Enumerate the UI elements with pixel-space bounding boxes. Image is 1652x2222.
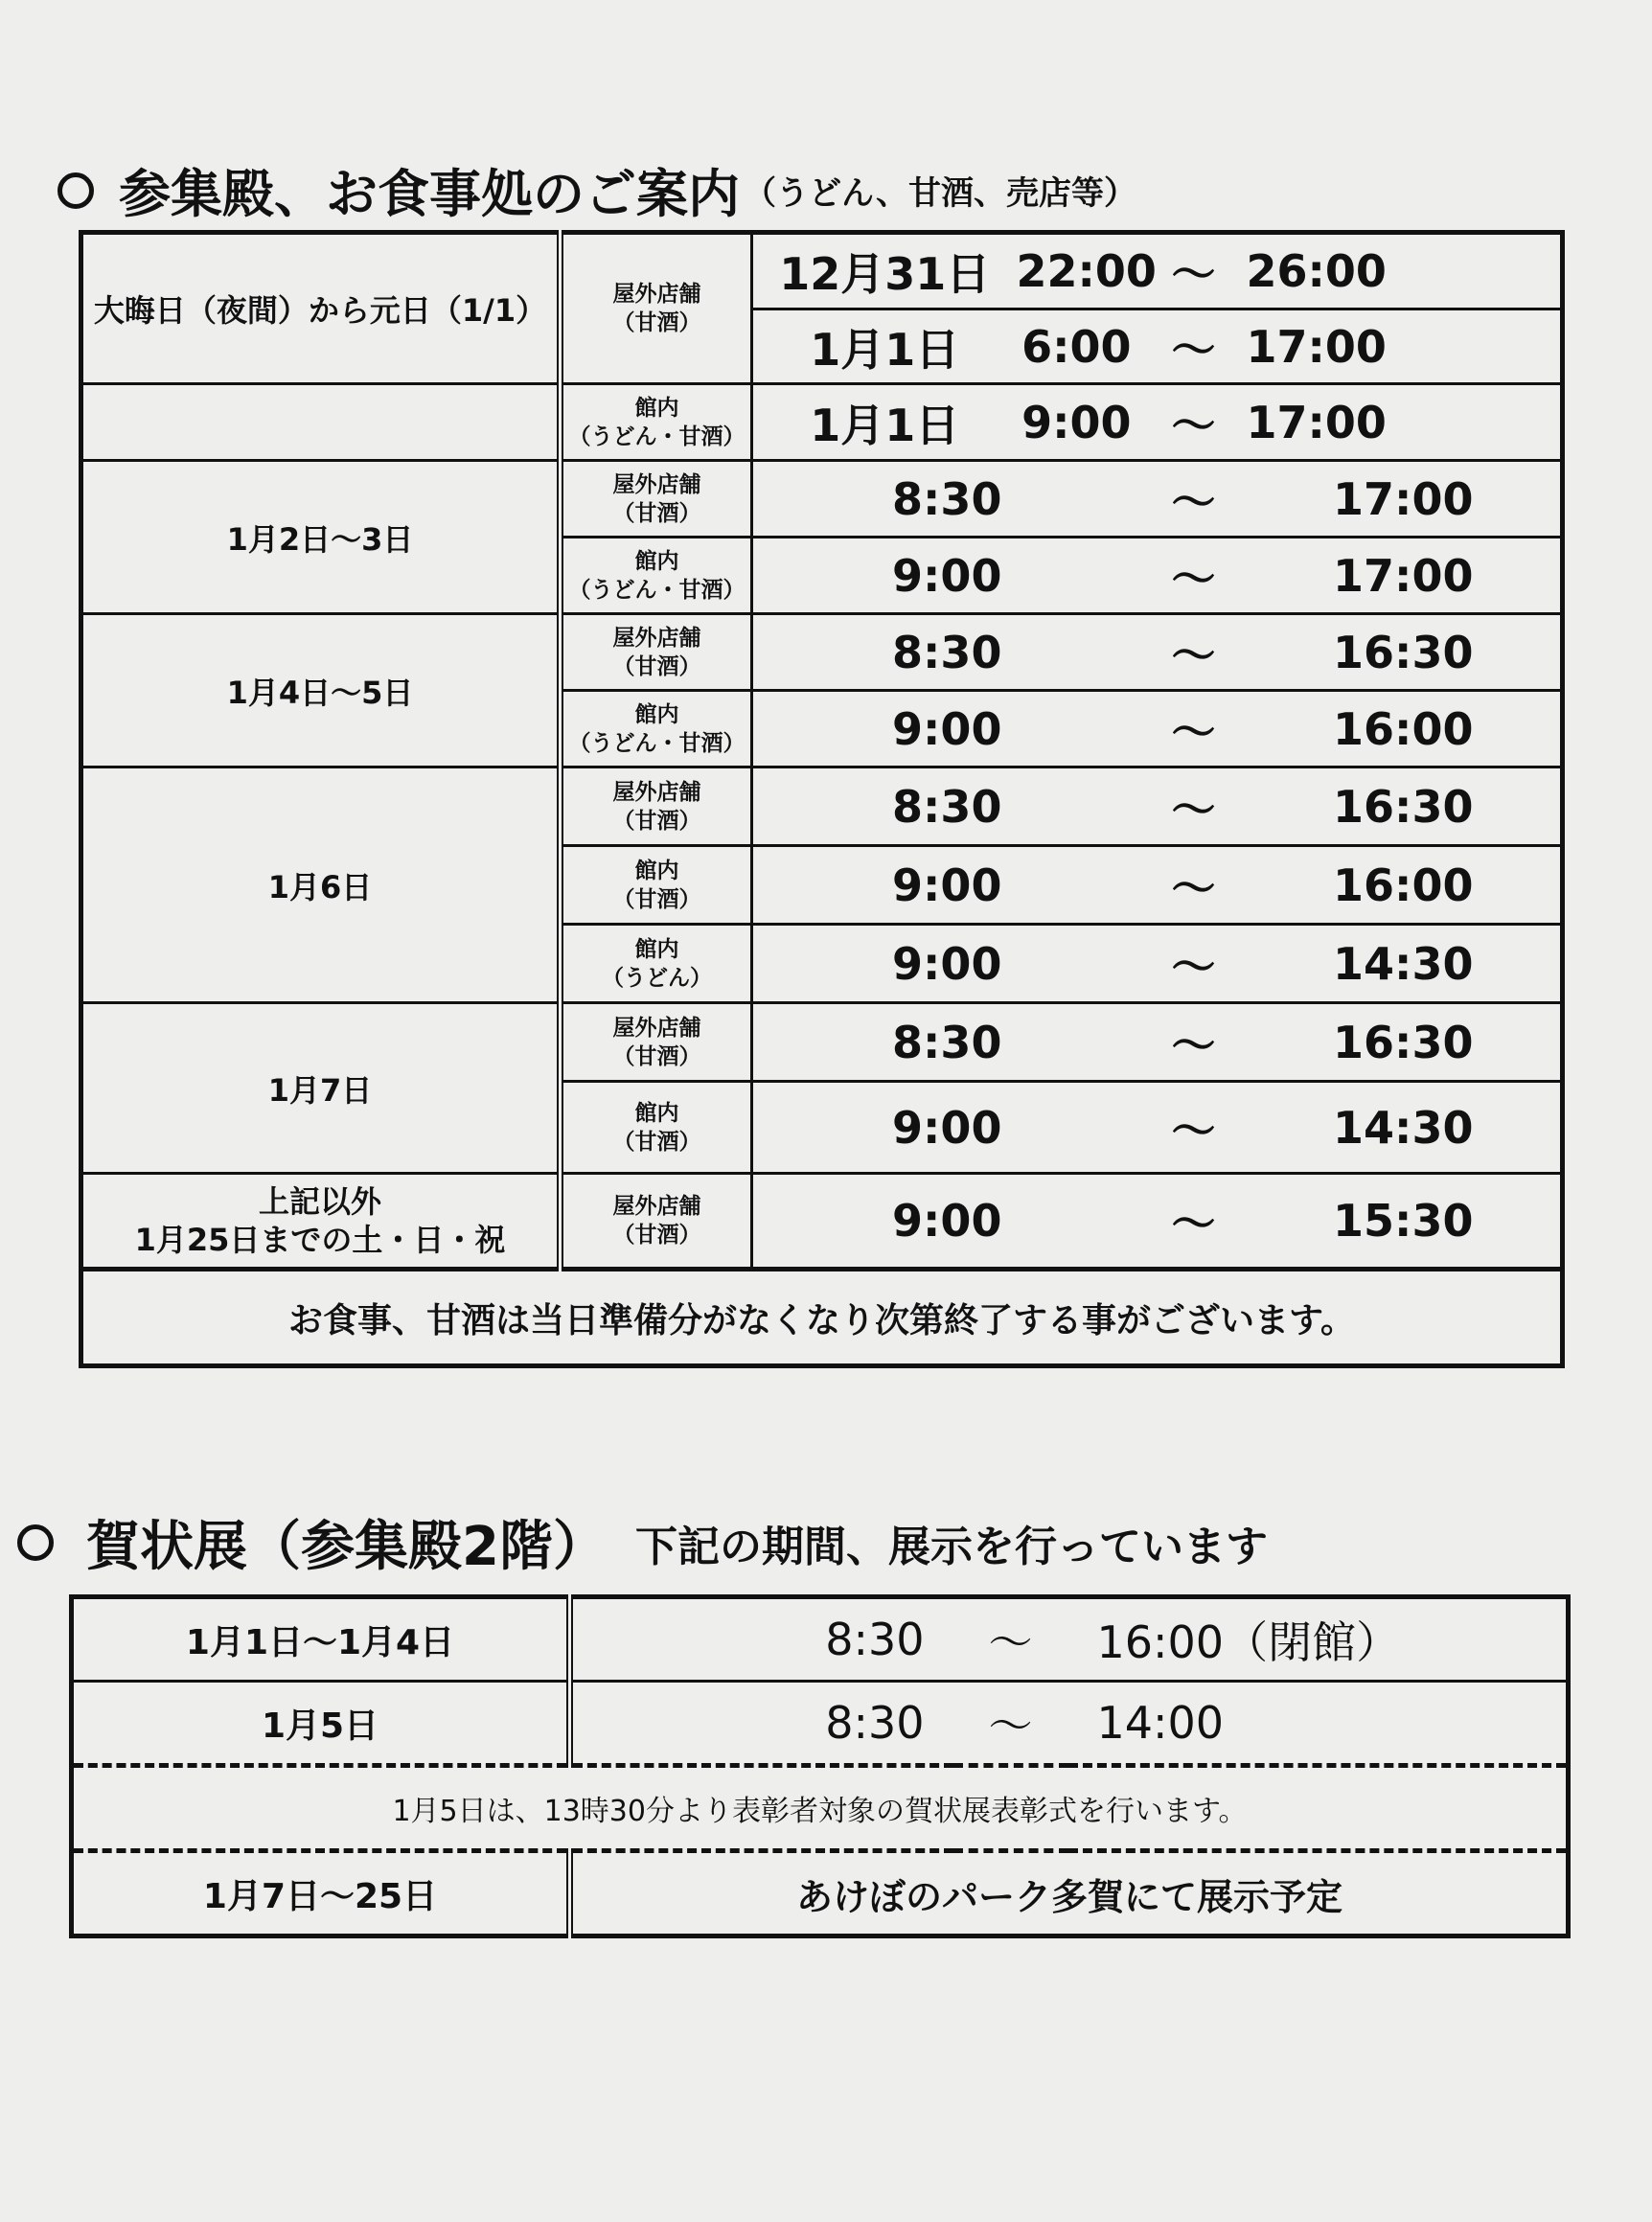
- day-cell: 1月1日: [752, 309, 1017, 384]
- date-cell: 1月5日: [72, 1682, 570, 1766]
- table-row: [81, 614, 1563, 691]
- day-cell: 12月31日: [752, 233, 1017, 309]
- tilde-mark: 〜: [953, 1597, 1068, 1682]
- from-time: 6:00: [1017, 309, 1141, 384]
- to-time: 17:00: [1247, 309, 1563, 384]
- circle-bullet-icon: [57, 172, 94, 209]
- date-cell: 大晦日（夜間）から元日（1/1）: [81, 233, 561, 384]
- section1-title: 参集殿、お食事処のご案内: [119, 164, 740, 224]
- to-time: 14:30: [1247, 925, 1563, 1003]
- table-row: [81, 1174, 1563, 1270]
- tilde-mark: 〜: [1141, 846, 1247, 925]
- venue-cell: 館内 （うどん・甘酒）: [561, 691, 752, 767]
- tilde-mark: 〜: [1141, 767, 1247, 846]
- tilde-mark: 〜: [1141, 1003, 1247, 1082]
- venue-cell: 館内 （うどん・甘酒）: [561, 384, 752, 461]
- tilde-mark: 〜: [1141, 538, 1247, 614]
- exhibition-table: [69, 1594, 1571, 1938]
- venue-cell: 屋外店舗 （甘酒）: [561, 461, 752, 538]
- to-time: 17:00: [1247, 461, 1563, 538]
- from-time: 9:00: [752, 538, 1141, 614]
- from-time: 8:30: [570, 1682, 953, 1766]
- date-cell: 上記以外 1月25日までの土・日・祝: [81, 1174, 561, 1270]
- tilde-mark: 〜: [1141, 691, 1247, 767]
- date-cell: 1月7日: [81, 1003, 561, 1174]
- to-time: 15:30: [1247, 1174, 1563, 1270]
- from-time: 9:00: [752, 925, 1141, 1003]
- date-cell: [81, 384, 561, 461]
- venue-cell: 館内 （うどん）: [561, 925, 752, 1003]
- table-row: [81, 461, 1563, 538]
- venue-cell: 屋外店舗 （甘酒）: [561, 767, 752, 846]
- day-cell: 1月1日: [752, 384, 1017, 461]
- from-time: 8:30: [752, 767, 1141, 846]
- to-time: 16:00: [1247, 691, 1563, 767]
- table-row: [81, 1003, 1563, 1082]
- table-row: [72, 1851, 1569, 1936]
- section1-subtitle: （うどん、甘酒、売店等）: [744, 174, 1137, 213]
- section2-subtitle: 下記の期間、展示を行っています: [634, 1523, 1268, 1571]
- tilde-mark: 〜: [1141, 233, 1247, 309]
- section2-heading: [17, 1504, 1268, 1581]
- to-time: 16:00: [1247, 846, 1563, 925]
- venue-cell: 屋外店舗 （甘酒）: [561, 233, 752, 384]
- venue-cell: 屋外店舗 （甘酒）: [561, 614, 752, 691]
- venue-cell: 屋外店舗 （甘酒）: [561, 1003, 752, 1082]
- tilde-mark: 〜: [1141, 309, 1247, 384]
- to-time: 16:30: [1247, 767, 1563, 846]
- date-cell: 1月1日〜1月4日: [72, 1597, 570, 1682]
- tilde-mark: 〜: [1141, 1174, 1247, 1270]
- exhibition-location: あけぼのパーク多賀にて展示予定: [570, 1851, 1569, 1936]
- tilde-mark: 〜: [1141, 1082, 1247, 1174]
- venue-cell: 館内 （うどん・甘酒）: [561, 538, 752, 614]
- to-time: 17:00: [1247, 538, 1563, 614]
- to-time: 26:00: [1247, 233, 1563, 309]
- from-time: 8:30: [570, 1597, 953, 1682]
- tilde-mark: 〜: [1141, 925, 1247, 1003]
- table-row: [81, 384, 1563, 461]
- date-cell: 1月7日〜25日: [72, 1851, 570, 1936]
- date-cell: 1月2日〜3日: [81, 461, 561, 614]
- venue-cell: 館内 （甘酒）: [561, 1082, 752, 1174]
- from-time: 9:00: [752, 846, 1141, 925]
- to-time: 17:00: [1247, 384, 1563, 461]
- to-time: 16:00（閉館）: [1068, 1597, 1569, 1682]
- from-time: 9:00: [752, 1174, 1141, 1270]
- table-row: [81, 1270, 1563, 1366]
- from-time: 22:00: [1017, 233, 1141, 309]
- table-row: [72, 1766, 1569, 1851]
- to-time: 16:30: [1247, 614, 1563, 691]
- tilde-mark: 〜: [1141, 461, 1247, 538]
- circle-bullet-icon: [17, 1524, 54, 1561]
- to-time: 16:30: [1247, 1003, 1563, 1082]
- table-row: [81, 767, 1563, 846]
- table-row: [72, 1682, 1569, 1766]
- venue-cell: 館内 （甘酒）: [561, 846, 752, 925]
- date-cell: 1月4日〜5日: [81, 614, 561, 767]
- tilde-mark: 〜: [953, 1682, 1068, 1766]
- date-cell: 1月6日: [81, 767, 561, 1003]
- table-row: [72, 1597, 1569, 1682]
- from-time: 9:00: [752, 1082, 1141, 1174]
- dining-note: お食事、甘酒は当日準備分がなくなり次第終了する事がございます。: [81, 1270, 1563, 1366]
- to-time: 14:00: [1068, 1682, 1569, 1766]
- tilde-mark: 〜: [1141, 384, 1247, 461]
- section1-heading: [57, 153, 1136, 227]
- from-time: 8:30: [752, 614, 1141, 691]
- exhibition-note: 1月5日は、13時30分より表彰者対象の賀状展表彰式を行います。: [72, 1766, 1569, 1851]
- section2-title: 賀状展（参集殿2階）: [86, 1516, 607, 1578]
- table-row: [81, 233, 1563, 309]
- from-time: 8:30: [752, 461, 1141, 538]
- to-time: 14:30: [1247, 1082, 1563, 1174]
- from-time: 9:00: [752, 691, 1141, 767]
- from-time: 8:30: [752, 1003, 1141, 1082]
- tilde-mark: 〜: [1141, 614, 1247, 691]
- from-time: 9:00: [1017, 384, 1141, 461]
- venue-cell: 屋外店舗 （甘酒）: [561, 1174, 752, 1270]
- dining-hours-table: [79, 230, 1565, 1368]
